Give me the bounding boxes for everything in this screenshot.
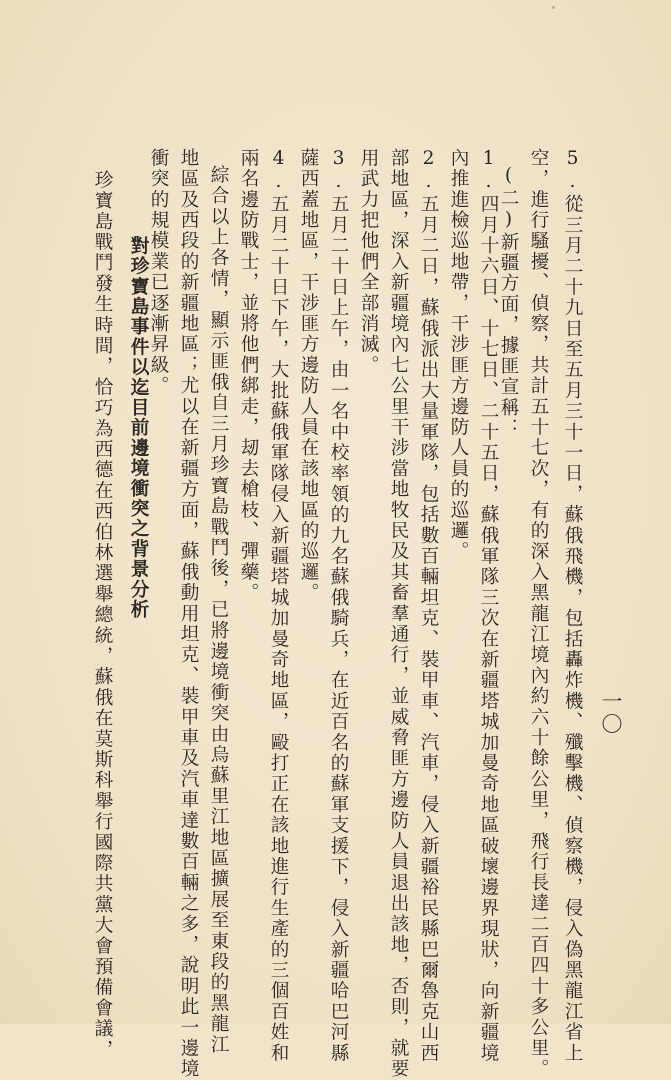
text-column-17: 珍寶島戰鬥發生時間，恰巧為西德在西伯林選舉總統，蘇俄在莫斯科舉行國際共黨大會預備會議， bbox=[92, 170, 113, 1061]
page-number: 一〇 bbox=[599, 690, 623, 736]
text-column-14: 地區及西段的新疆地區；尤以在新疆方面，蘇俄動用坦克、裝甲車及汽車達數百輛之多，說明此一邊境 bbox=[178, 148, 199, 1080]
text-column-5: 內推進檢巡地帶，干涉匪方邊防人員的巡邏。 bbox=[448, 148, 469, 562]
text-column-11: 4.五月二十日下午，大批蘇俄軍隊侵入新疆塔城加曼奇地區，毆打正在該地進行生產的三個百姓和 bbox=[268, 148, 289, 1064]
text-column-1: 5.從三月二十九日至五月三十一日，蘇俄飛機，包括轟炸機、殲擊機、偵察機，侵入偽黑龍江省上 bbox=[562, 148, 583, 1064]
text-column-10: 薩西蓋地區，干涉匪方邊防人員在該地區的巡邏。 bbox=[298, 148, 319, 604]
text-column-6: 2.五月二日，蘇俄派出大量軍隊，包括數百輛坦克、裝甲車、汽車，侵入新疆裕民縣巴爾魯克山西 bbox=[418, 148, 439, 1064]
text-column-7: 部地區，深入新疆境內七公里干涉當地牧民及其畜羣通行，並威脅匪方邊防人員退出該地，否則，就要 bbox=[388, 148, 409, 1080]
section-heading-background-analysis: 對珍寶島事件以迄目前邊境衝突之背景分析 bbox=[128, 236, 149, 620]
text-column-4: 1.四月十六日、十七日、二十五日，蘇俄軍隊三次在新疆塔城加曼奇地區破壞邊界現狀，向新疆境 bbox=[478, 148, 499, 1064]
text-column-8: 用武力把他們全部消滅。 bbox=[358, 148, 379, 376]
text-column-15: 衝突的規模業已逐漸昇級。 bbox=[148, 148, 169, 397]
text-column-12: 兩名邊防戰士，並將他們綁走，刼去槍枝、彈藥。 bbox=[238, 148, 259, 604]
text-column-2: 空，進行騷擾、偵察，共計五十七次，有的深入黑龍江境內約六十餘公里，飛行長達二百四十多公里。 bbox=[528, 148, 549, 1080]
text-column-13: 綜合以上各情，顯示匪俄自三月珍寶島戰鬥後，已將邊境衝突由烏蘇里江地區擴展至東段的黑龍江 bbox=[208, 165, 229, 1056]
paper-speck bbox=[552, 6, 555, 9]
section-header-xinjiang: (二)新疆方面，據匪宣稱： bbox=[498, 165, 519, 439]
text-column-9: 3.五月二十日上午，由一名中校率領的九名蘇俄騎兵，在近百名的蘇軍支援下，侵入新疆哈巴河縣 bbox=[328, 148, 349, 1064]
